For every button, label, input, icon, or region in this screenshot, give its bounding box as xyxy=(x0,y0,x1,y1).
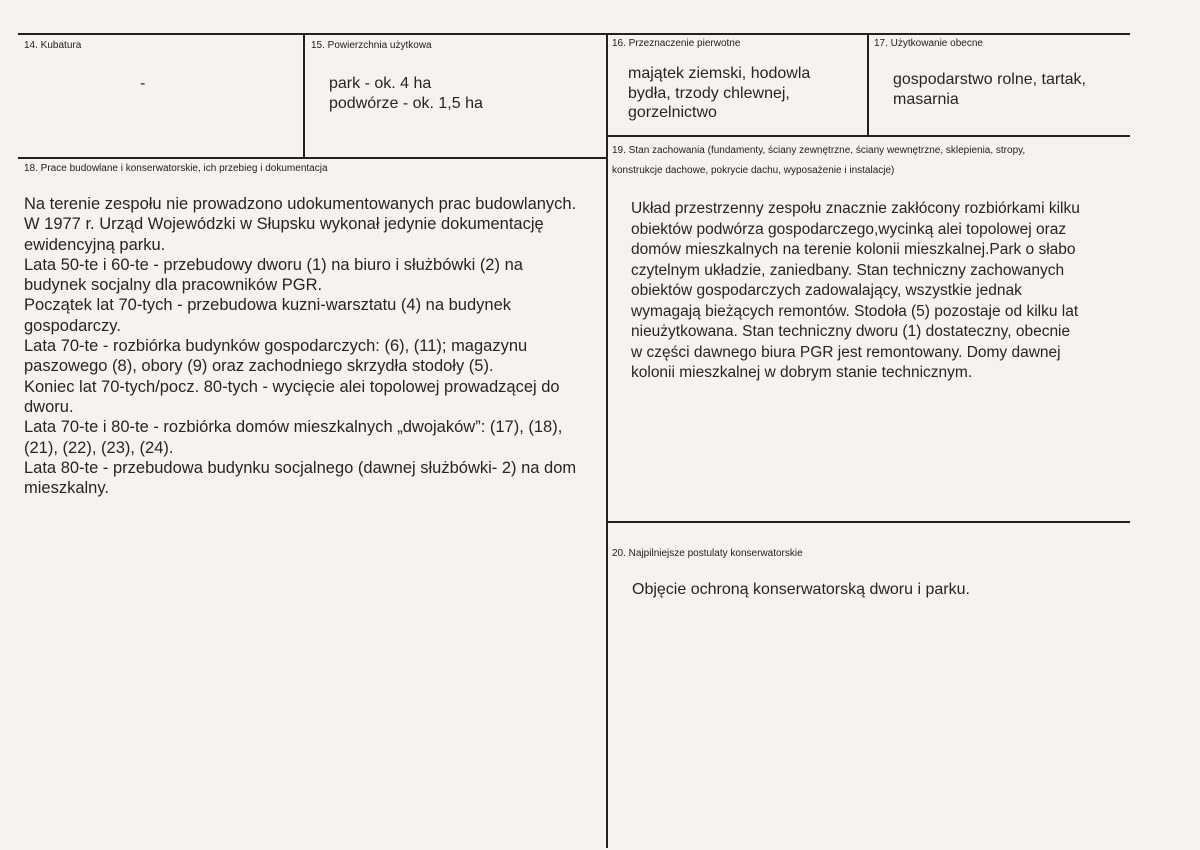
field-19-label xyxy=(612,141,1025,181)
field-19-line: kolonii mieszkalnej w dobrym stanie technicznym. xyxy=(631,364,973,381)
field-17-label: 17. Użytkowanie obecne xyxy=(874,38,983,49)
divider-14-15 xyxy=(303,33,305,159)
field-18-label: 18. Prace budowlane i konserwatorskie, ich przebieg i dokumentacja xyxy=(24,163,328,174)
field-19-line: obiektów podwórza gospodarczego,wycinką alei topolowej oraz xyxy=(631,220,1067,238)
field-18-line: mieszkalny. xyxy=(24,479,109,498)
field-18-line: budynek socjalny dla pracowników PGR. xyxy=(24,276,323,295)
field-19-line: wymagają bieżących remontów. Stodoła (5) pozostaje od kilku lat xyxy=(631,302,1079,320)
field-18-line: Lata 70-te - rozbiórka budynków gospodarczych: (6), (11); magazynu xyxy=(24,337,528,356)
field-16-line: gorzelnictwo xyxy=(628,104,717,121)
divider-center xyxy=(606,33,608,848)
field-19-line: nieużytkowana. Stan techniczny dworu (1) dostateczny, obecnie xyxy=(631,323,1071,340)
field-15-line: park - ok. 4 ha xyxy=(329,75,432,92)
field-18-line: ewidencyjną parku. xyxy=(24,235,166,254)
field-17-line: masarnia xyxy=(893,91,959,108)
divider-19-20 xyxy=(606,521,1130,523)
field-17-line: gospodarstwo rolne, tartak, xyxy=(893,71,1086,88)
field-19-line: obiektów gospodarczych zadowalający, wszystkie jednak xyxy=(631,282,1022,299)
field-18-line: Lata 70-te i 80-te - rozbiórka domów mieszkalnych „dwojaków”: (17), (18), xyxy=(24,418,563,437)
field-19-value xyxy=(631,199,1126,384)
field-15-line: podwórze - ok. 1,5 ha xyxy=(329,95,483,112)
field-18-line: dworu. xyxy=(24,397,74,416)
field-16-value xyxy=(628,64,810,123)
field-18-line: Koniec lat 70-tych/pocz. 80-tych - wycięcie alei topolowej prowadzącej do xyxy=(24,377,560,396)
field-17-value xyxy=(893,70,1086,110)
field-16-line: bydła, trzody chlewnej, xyxy=(628,84,790,102)
field-14-value: - xyxy=(140,75,146,92)
field-16-line: majątek ziemski, hodowla xyxy=(628,65,811,82)
field-19-label-line: konstrukcje dachowe, pokrycie dachu, wyposażenie i instalacje) xyxy=(612,165,895,176)
field-19-line: w części dawnego biura PGR jest remontowany. Domy dawnej xyxy=(631,343,1061,361)
field-19-line: czytelnym układzie, zaniedbany. Stan techniczny zachowanych xyxy=(631,261,1065,279)
field-18-value xyxy=(24,194,604,498)
field-19-line: domów mieszkalnych na terenie kolonii mieszkalnej.Park o słabo xyxy=(631,241,1076,258)
field-18-line: W 1977 r. Urząd Wojewódzki w Słupsku wykonał jedynie dokumentację xyxy=(24,215,544,234)
field-20-value: Objęcie ochroną konserwatorską dworu i parku. xyxy=(632,581,970,598)
field-18-line: Lata 50-te i 60-te - przebudowy dworu (1) na biuro i służbówki (2) na xyxy=(24,255,523,274)
field-18-line: Początek lat 70-tych - przebudowa kuzni-warsztatu (4) na budynek xyxy=(24,296,511,315)
divider-row1-left xyxy=(18,157,608,159)
field-15-value xyxy=(329,74,483,114)
field-18-line: Na terenie zespołu nie prowadzono udokumentowanych prac budowlanych. xyxy=(24,195,577,213)
field-18-line: paszowego (8), obory (9) oraz zachodniego skrzydła stodoły (5). xyxy=(24,357,494,376)
field-19-label-line: 19. Stan zachowania (fundamenty, ściany zewnętrzne, ściany wewnętrzne, sklepienia, stropy, xyxy=(612,145,1026,156)
divider-16-17 xyxy=(867,33,869,137)
field-14-label: 14. Kubatura xyxy=(24,40,82,51)
field-20-label: 20. Najpilniejsze postulaty konserwatorskie xyxy=(612,548,803,559)
top-border xyxy=(18,33,1130,35)
field-16-label: 16. Przeznaczenie pierwotne xyxy=(612,38,741,49)
field-15-label: 15. Powierzchnia użytkowa xyxy=(311,40,432,51)
field-18-line: gospodarczy. xyxy=(24,316,121,335)
field-19-line: Układ przestrzenny zespołu znacznie zakłócony rozbiórkami kilku xyxy=(631,200,1080,217)
field-18-line: (21), (22), (23), (24). xyxy=(24,438,174,457)
field-18-line: Lata 80-te - przebudowa budynku socjalnego (dawnej służbówki- 2) na dom xyxy=(24,458,577,477)
